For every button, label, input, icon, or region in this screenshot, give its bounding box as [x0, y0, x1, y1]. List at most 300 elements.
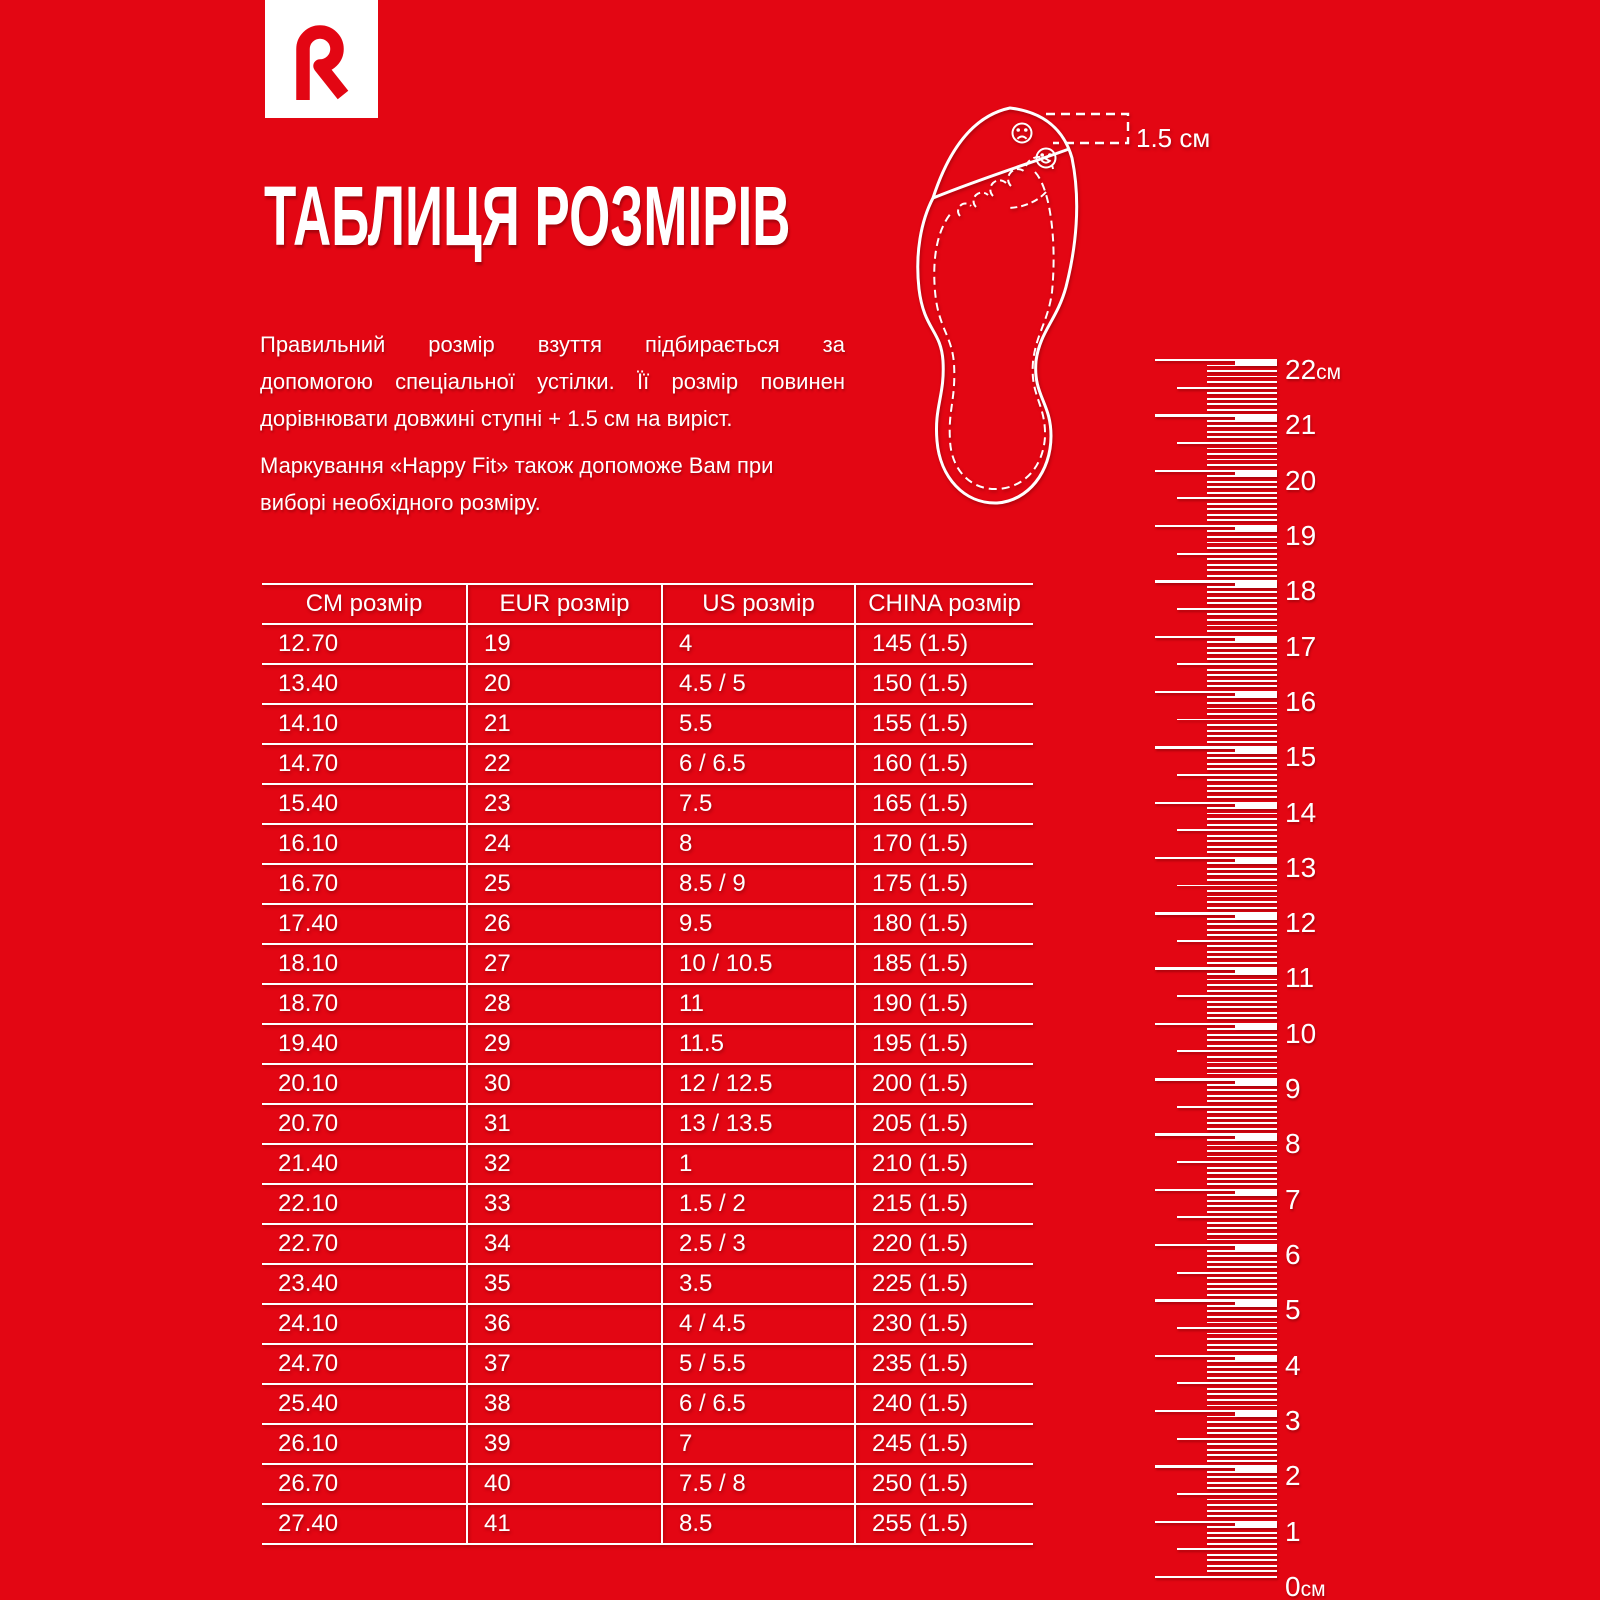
ruler-mm-tick: [1207, 1139, 1277, 1141]
ruler-mm-tick: [1207, 1122, 1277, 1124]
ruler-mm-tick: [1207, 1371, 1277, 1373]
ruler-mm-tick: [1207, 835, 1277, 837]
ruler-label: 15: [1285, 741, 1317, 773]
sad-face-icon: [1013, 124, 1032, 143]
ruler-mm-tick: [1207, 597, 1277, 599]
ruler-mm-tick: [1207, 1526, 1277, 1528]
table-row: [262, 984, 1033, 1024]
ruler-label: 20: [1285, 464, 1317, 496]
ruler-mm-tick: [1207, 658, 1277, 660]
table-row: [262, 1024, 1033, 1064]
table-row: [262, 784, 1033, 824]
ruler-mm-tick: [1207, 392, 1277, 394]
ruler-mm-tick: [1207, 381, 1277, 383]
table-cell: 7.5 / 8: [662, 1464, 855, 1504]
ruler-mm-tick: [1207, 1117, 1277, 1119]
ruler-label: 11: [1285, 962, 1315, 994]
ruler-label: 5: [1285, 1294, 1301, 1326]
ruler-label: 1: [1285, 1515, 1301, 1547]
intro-line: Правильний розмір взуття підбирається за: [260, 332, 845, 357]
ruler-mm-tick: [1207, 685, 1277, 687]
ruler-mm-tick: [1207, 1034, 1277, 1036]
ruler-halfcm-tick: [1177, 442, 1277, 444]
ruler-mm-tick: [1207, 1454, 1277, 1456]
ruler-label: 21: [1285, 409, 1317, 441]
table-cell: 180 (1.5): [855, 904, 1033, 944]
intro-line: Маркування «Happy Fit» також допоможе Вам при: [260, 453, 774, 478]
table-cell: 29: [467, 1024, 662, 1064]
column-header: EUR розмір: [467, 584, 662, 624]
ruler-mm-tick: [1207, 1322, 1277, 1324]
ruler-mm-tick: [1207, 1250, 1277, 1252]
table-cell: 41: [467, 1504, 662, 1544]
ruler-mm-tick: [1207, 564, 1277, 566]
ruler-halfcm-tick: [1177, 995, 1277, 997]
table-cell: 225 (1.5): [855, 1264, 1033, 1304]
ruler-mm-tick: [1207, 1338, 1277, 1340]
table-row: [262, 1384, 1033, 1424]
table-row: [262, 1464, 1033, 1504]
ruler-mm-tick: [1207, 1427, 1277, 1429]
table-cell: 21.40: [262, 1144, 467, 1184]
table-cell: 165 (1.5): [855, 784, 1033, 824]
ruler-mm-tick: [1207, 696, 1277, 698]
ruler-mm-tick: [1207, 879, 1277, 881]
ruler-mm-tick: [1207, 1239, 1277, 1241]
ruler-label: 19: [1285, 519, 1317, 551]
column-header: CHINA розмір: [855, 584, 1033, 624]
table-row: [262, 624, 1033, 664]
ruler-mm-tick: [1207, 619, 1277, 621]
table-cell: 31: [467, 1104, 662, 1144]
ruler-mm-tick: [1207, 1570, 1277, 1572]
table-cell: 21: [467, 704, 662, 744]
table-cell: 12 / 12.5: [662, 1064, 855, 1104]
ruler-mm-tick: [1207, 973, 1277, 975]
ruler: [1155, 354, 1395, 1600]
table-cell: 3.5: [662, 1264, 855, 1304]
table-cell: 5 / 5.5: [662, 1344, 855, 1384]
table-cell: 26: [467, 904, 662, 944]
ruler-mm-tick: [1207, 1100, 1277, 1102]
table-cell: 13 / 13.5: [662, 1104, 855, 1144]
ruler-mm-tick: [1207, 868, 1277, 870]
ruler-mm-tick: [1207, 1360, 1277, 1362]
table-cell: 8: [662, 824, 855, 864]
ruler-halfcm-tick: [1177, 1050, 1277, 1052]
table-cell: 20.10: [262, 1064, 467, 1104]
ruler-halfcm-tick: [1177, 387, 1277, 389]
ruler-mm-tick: [1207, 519, 1277, 521]
ruler-mm-tick: [1207, 724, 1277, 726]
ruler-mm-tick: [1207, 779, 1277, 781]
table-cell: 195 (1.5): [855, 1024, 1033, 1064]
ruler-mm-tick: [1207, 1012, 1277, 1014]
ruler-mm-tick: [1207, 807, 1277, 809]
table-cell: 6 / 6.5: [662, 1384, 855, 1424]
ruler-mm-tick: [1207, 763, 1277, 765]
table-cell: 175 (1.5): [855, 864, 1033, 904]
ruler-mm-tick: [1207, 1443, 1277, 1445]
table-cell: 215 (1.5): [855, 1184, 1033, 1224]
table-row: [262, 1104, 1033, 1144]
ruler-halfcm-tick: [1177, 774, 1277, 776]
ruler-mm-tick: [1207, 586, 1277, 588]
ruler-mm-tick: [1207, 962, 1277, 964]
ruler-mm-tick: [1207, 630, 1277, 632]
ruler-mm-tick: [1207, 1045, 1277, 1047]
ruler-mm-tick: [1207, 647, 1277, 649]
ruler-mm-tick: [1207, 1111, 1277, 1113]
ruler-label: 7: [1285, 1183, 1301, 1215]
ruler-mm-tick: [1207, 951, 1277, 953]
ruler-mm-tick: [1207, 840, 1277, 842]
ruler-mm-tick: [1207, 1510, 1277, 1512]
ruler-mm-tick: [1207, 1128, 1277, 1130]
table-cell: 145 (1.5): [855, 624, 1033, 664]
ruler-mm-tick: [1207, 542, 1277, 544]
ruler-halfcm-tick: [1177, 1438, 1277, 1440]
ruler-mm-tick: [1207, 1039, 1277, 1041]
ruler-mm-tick: [1207, 475, 1277, 477]
ruler-label: 16: [1285, 685, 1317, 717]
ruler-mm-tick: [1207, 1333, 1277, 1335]
ruler-mm-tick: [1207, 1416, 1277, 1418]
ruler-mm-tick: [1207, 1543, 1277, 1545]
ruler-mm-tick: [1207, 1277, 1277, 1279]
ruler-mm-tick: [1207, 790, 1277, 792]
ruler-mm-tick: [1207, 508, 1277, 510]
ruler-mm-tick: [1207, 530, 1277, 532]
ruler-mm-tick: [1207, 1515, 1277, 1517]
ruler-halfcm-tick: [1177, 1382, 1277, 1384]
ruler-cm-tick: [1155, 1576, 1277, 1578]
ruler-label: 17: [1285, 630, 1317, 662]
table-cell: 210 (1.5): [855, 1144, 1033, 1184]
ruler-halfcm-tick: [1177, 1216, 1277, 1218]
ruler-mm-tick: [1207, 503, 1277, 505]
ruler-mm-tick: [1207, 641, 1277, 643]
table-cell: 5.5: [662, 704, 855, 744]
ruler-label: 12: [1285, 907, 1317, 939]
table-cell: 34: [467, 1224, 662, 1264]
table-cell: 170 (1.5): [855, 824, 1033, 864]
ruler-halfcm-tick: [1177, 1327, 1277, 1329]
ruler-label: 4: [1285, 1349, 1301, 1381]
ruler-mm-tick: [1207, 945, 1277, 947]
ruler-halfcm-tick: [1177, 885, 1277, 887]
ruler-mm-tick: [1207, 1150, 1277, 1152]
ruler-mm-tick: [1207, 923, 1277, 925]
ruler-mm-tick: [1207, 1487, 1277, 1489]
foot-toes-dashed: [958, 157, 1053, 216]
table-cell: 20.70: [262, 1104, 467, 1144]
ruler-halfcm-tick: [1177, 553, 1277, 555]
ruler-mm-tick: [1207, 575, 1277, 577]
ruler-mm-tick: [1207, 1006, 1277, 1008]
table-cell: 7.5: [662, 784, 855, 824]
table-cell: 8.5: [662, 1504, 855, 1544]
ruler-mm-tick: [1207, 956, 1277, 958]
table-cell: 25.40: [262, 1384, 467, 1424]
ruler-mm-tick: [1207, 1084, 1277, 1086]
ruler-halfcm-tick: [1177, 663, 1277, 665]
brand-r-icon: [292, 21, 352, 101]
ruler-mm-tick: [1207, 365, 1277, 367]
table-row: [262, 824, 1033, 864]
ruler-mm-tick: [1207, 713, 1277, 715]
table-cell: 11.5: [662, 1024, 855, 1064]
ruler-mm-tick: [1207, 459, 1277, 461]
ruler-mm-tick: [1207, 862, 1277, 864]
growth-allowance-label: 1.5 см: [1136, 123, 1211, 153]
table-cell: 8.5 / 9: [662, 864, 855, 904]
ruler-mm-tick: [1207, 1056, 1277, 1058]
ruler-mm-tick: [1207, 702, 1277, 704]
ruler-mm-tick: [1207, 420, 1277, 422]
ruler-mm-tick: [1207, 1405, 1277, 1407]
table-cell: 10 / 10.5: [662, 944, 855, 984]
table-cell: 38: [467, 1384, 662, 1424]
ruler-halfcm-tick: [1177, 829, 1277, 831]
table-cell: 36: [467, 1304, 662, 1344]
ruler-halfcm-tick: [1177, 497, 1277, 499]
ruler-mm-tick: [1207, 1421, 1277, 1423]
table-cell: 37: [467, 1344, 662, 1384]
table-cell: 160 (1.5): [855, 744, 1033, 784]
table-cell: 7: [662, 1424, 855, 1464]
ruler-mm-tick: [1207, 1073, 1277, 1075]
ruler-mm-tick: [1207, 1172, 1277, 1174]
ruler-mm-tick: [1207, 1145, 1277, 1147]
ruler-halfcm-tick: [1177, 608, 1277, 610]
ruler-mm-tick: [1207, 1349, 1277, 1351]
ruler-mm-tick: [1207, 1399, 1277, 1401]
ruler-mm-tick: [1207, 1183, 1277, 1185]
ruler-mm-tick: [1207, 934, 1277, 936]
ruler-label: 6: [1285, 1239, 1301, 1271]
size-table-header-row: [262, 584, 1033, 624]
ruler-mm-tick: [1207, 1294, 1277, 1296]
table-cell: 25: [467, 864, 662, 904]
ruler-halfcm-tick: [1177, 1161, 1277, 1163]
ruler-mm-tick: [1207, 1001, 1277, 1003]
ruler-mm-tick: [1207, 1067, 1277, 1069]
ruler-mm-tick: [1207, 929, 1277, 931]
ruler-mm-tick: [1207, 1194, 1277, 1196]
ruler-mm-tick: [1207, 613, 1277, 615]
table-row: [262, 864, 1033, 904]
table-row: [262, 1184, 1033, 1224]
table-cell: 26.70: [262, 1464, 467, 1504]
table-cell: 19: [467, 624, 662, 664]
ruler-mm-tick: [1207, 403, 1277, 405]
ruler-mm-tick: [1207, 1554, 1277, 1556]
table-cell: 23.40: [262, 1264, 467, 1304]
table-cell: 4: [662, 624, 855, 664]
table-cell: 27: [467, 944, 662, 984]
table-cell: 11: [662, 984, 855, 1024]
table-cell: 18.70: [262, 984, 467, 1024]
table-cell: 24.10: [262, 1304, 467, 1344]
ruler-mm-tick: [1207, 818, 1277, 820]
table-row: [262, 1224, 1033, 1264]
ruler-mm-tick: [1207, 1028, 1277, 1030]
ruler-mm-tick: [1207, 625, 1277, 627]
size-table: [262, 583, 1033, 1545]
ruler-mm-tick: [1207, 757, 1277, 759]
ruler-mm-tick: [1207, 873, 1277, 875]
ruler-mm-tick: [1207, 492, 1277, 494]
ruler-mm-tick: [1207, 979, 1277, 981]
ruler-mm-tick: [1207, 708, 1277, 710]
intro-text: [260, 326, 845, 521]
ruler-mm-tick: [1207, 1476, 1277, 1478]
ruler-mm-tick: [1207, 1482, 1277, 1484]
table-row: [262, 1504, 1033, 1544]
ruler-mm-tick: [1207, 851, 1277, 853]
ruler-mm-tick: [1207, 730, 1277, 732]
table-cell: 230 (1.5): [855, 1304, 1033, 1344]
table-cell: 13.40: [262, 664, 467, 704]
table-cell: 2.5 / 3: [662, 1224, 855, 1264]
ruler-mm-tick: [1207, 1393, 1277, 1395]
ruler-mm-tick: [1207, 1532, 1277, 1534]
ruler-mm-tick: [1207, 1316, 1277, 1318]
table-cell: 240 (1.5): [855, 1384, 1033, 1424]
ruler-label: 0см: [1285, 1570, 1326, 1600]
ruler-mm-tick: [1207, 1504, 1277, 1506]
table-cell: 200 (1.5): [855, 1064, 1033, 1104]
ruler-label: 18: [1285, 575, 1317, 607]
table-row: [262, 904, 1033, 944]
table-cell: 40: [467, 1464, 662, 1504]
page-title: ТАБЛИЦЯ РОЗМІРІВ: [264, 169, 791, 263]
ruler-mm-tick: [1207, 1377, 1277, 1379]
ruler-mm-tick: [1207, 1266, 1277, 1268]
ruler-halfcm-tick: [1177, 1493, 1277, 1495]
ruler-mm-tick: [1207, 409, 1277, 411]
table-cell: 23: [467, 784, 662, 824]
ruler-mm-tick: [1207, 453, 1277, 455]
ruler-mm-tick: [1207, 735, 1277, 737]
ruler-mm-tick: [1207, 370, 1277, 372]
ruler-mm-tick: [1207, 1255, 1277, 1257]
ruler-mm-tick: [1207, 448, 1277, 450]
table-cell: 35: [467, 1264, 662, 1304]
ruler-mm-tick: [1207, 1233, 1277, 1235]
ruler-mm-tick: [1207, 591, 1277, 593]
table-cell: 26.10: [262, 1424, 467, 1464]
ruler-mm-tick: [1207, 1227, 1277, 1229]
ruler-mm-tick: [1207, 481, 1277, 483]
ruler-halfcm-tick: [1177, 1106, 1277, 1108]
table-cell: 205 (1.5): [855, 1104, 1033, 1144]
ruler-mm-tick: [1207, 569, 1277, 571]
ruler-mm-tick: [1207, 674, 1277, 676]
ruler-label: 22см: [1285, 354, 1342, 385]
ruler-mm-tick: [1207, 752, 1277, 754]
ruler-mm-tick: [1207, 768, 1277, 770]
table-cell: 18.10: [262, 944, 467, 984]
intro-line: виборі необхідного розміру.: [260, 490, 541, 515]
column-header: US розмір: [662, 584, 855, 624]
foot-dashed-outline: [934, 172, 1053, 489]
table-cell: 150 (1.5): [855, 664, 1033, 704]
table-cell: 16.10: [262, 824, 467, 864]
ruler-mm-tick: [1207, 436, 1277, 438]
table-cell: 4 / 4.5: [662, 1304, 855, 1344]
ruler-halfcm-tick: [1177, 1272, 1277, 1274]
table-row: [262, 1304, 1033, 1344]
table-row: [262, 944, 1033, 984]
ruler-mm-tick: [1207, 486, 1277, 488]
table-row: [262, 744, 1033, 784]
table-cell: 22.10: [262, 1184, 467, 1224]
table-cell: 22: [467, 744, 662, 784]
table-cell: 15.40: [262, 784, 467, 824]
ruler-mm-tick: [1207, 536, 1277, 538]
ruler-mm-tick: [1207, 1167, 1277, 1169]
ruler-mm-tick: [1207, 425, 1277, 427]
ruler-mm-tick: [1207, 1178, 1277, 1180]
table-cell: 19.40: [262, 1024, 467, 1064]
ruler-mm-tick: [1207, 896, 1277, 898]
brand-logo: [265, 0, 378, 118]
ruler-mm-tick: [1207, 514, 1277, 516]
ruler-mm-tick: [1207, 376, 1277, 378]
ruler-halfcm-tick: [1177, 940, 1277, 942]
ruler-mm-tick: [1207, 652, 1277, 654]
table-cell: 155 (1.5): [855, 704, 1033, 744]
ruler-mm-tick: [1207, 547, 1277, 549]
ruler-label: 3: [1285, 1405, 1301, 1437]
ruler-mm-tick: [1207, 602, 1277, 604]
table-cell: 1.5 / 2: [662, 1184, 855, 1224]
table-cell: 39: [467, 1424, 662, 1464]
table-cell: 33: [467, 1184, 662, 1224]
ruler-mm-tick: [1207, 1565, 1277, 1567]
ruler-halfcm-tick: [1177, 719, 1277, 721]
ruler-mm-tick: [1207, 1062, 1277, 1064]
ruler-label: 13: [1285, 851, 1317, 883]
ruler-mm-tick: [1207, 907, 1277, 909]
ruler-mm-tick: [1207, 741, 1277, 743]
ruler-mm-tick: [1207, 785, 1277, 787]
toe-cut-line: [933, 149, 1069, 198]
ruler-mm-tick: [1207, 1449, 1277, 1451]
ruler-mm-tick: [1207, 680, 1277, 682]
ruler-mm-tick: [1207, 1344, 1277, 1346]
ruler-mm-tick: [1207, 824, 1277, 826]
column-header: CM розмір: [262, 584, 467, 624]
table-cell: 220 (1.5): [855, 1224, 1033, 1264]
ruler-mm-tick: [1207, 398, 1277, 400]
ruler-mm-tick: [1207, 1095, 1277, 1097]
ruler-mm-tick: [1207, 1261, 1277, 1263]
table-cell: 30: [467, 1064, 662, 1104]
ruler-mm-tick: [1207, 1499, 1277, 1501]
growth-bracket-dashed: [1046, 114, 1128, 143]
ruler-mm-tick: [1207, 1559, 1277, 1561]
intro-line: допомогою спеціальної устілки. Її розмір повинен: [260, 369, 845, 394]
table-cell: 14.70: [262, 744, 467, 784]
table-cell: 4.5 / 5: [662, 664, 855, 704]
table-cell: 32: [467, 1144, 662, 1184]
ruler-mm-tick: [1207, 464, 1277, 466]
table-row: [262, 1264, 1033, 1304]
table-cell: 14.10: [262, 704, 467, 744]
